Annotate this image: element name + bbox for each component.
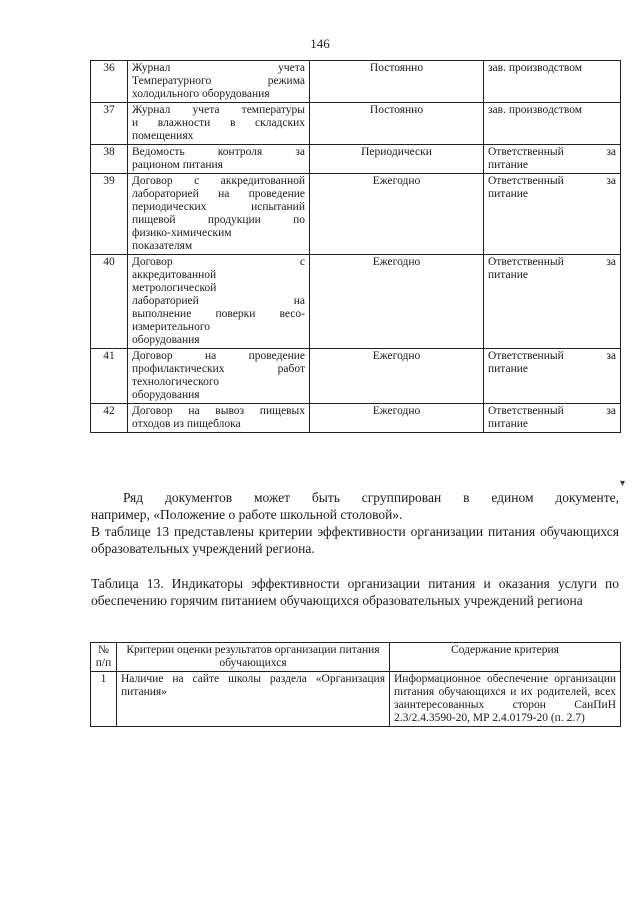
document-name-line: Температурного режима <box>132 75 305 87</box>
header-content: Содержание критерия <box>390 643 621 672</box>
table13-caption: Таблица 13. Индикаторы эффективности организации питания и оказания услуги по обеспечению горячим питанием обучающихся образовательных учреждений региона <box>91 576 619 608</box>
header-criteria: Критерии оценки результатов организации питания обучающихся <box>117 643 390 672</box>
responsible-line: Ответственный за <box>488 405 616 417</box>
document-name-line: помещениях <box>132 130 194 142</box>
document-name <box>128 61 310 103</box>
document-name-line: Договор с <box>132 256 305 268</box>
row-number: 37 <box>91 103 128 145</box>
criteria-text: Наличие на сайте школы раздела «Организация питания» <box>117 672 390 727</box>
frequency: Ежегодно <box>310 349 484 404</box>
paragraph-grouping-line1: Ряд документов может быть сгруппирован в едином документе, <box>123 490 619 505</box>
frequency: Постоянно <box>310 103 484 145</box>
document-name <box>128 174 310 255</box>
responsible-line: Ответственный за <box>488 146 616 158</box>
responsible <box>484 145 621 174</box>
page-number: 146 <box>310 36 330 51</box>
document-name-line: оборудования <box>132 334 200 346</box>
document-name-line: Ведомость контроля за <box>132 146 305 158</box>
document-name-line: выполнение поверки весо- <box>132 308 305 320</box>
scan-mark: ▾ <box>620 478 626 489</box>
row-number: 40 <box>91 255 128 349</box>
frequency: Постоянно <box>310 61 484 103</box>
responsible <box>484 61 621 103</box>
document-name-line: профилактических работ <box>132 363 305 375</box>
document-name-line: Договор с аккредитованной <box>132 175 305 187</box>
responsible-line: Ответственный за <box>488 256 616 268</box>
responsible <box>484 255 621 349</box>
responsible-line: питание <box>488 269 528 281</box>
responsible <box>484 349 621 404</box>
document-name-line: отходов из пищеблока <box>132 418 241 430</box>
document-name-line: холодильного оборудования <box>132 88 270 100</box>
document-name-line: рационом питания <box>132 159 223 171</box>
document-name-line: и влажности в складских <box>132 117 305 129</box>
document-name-line: оборудования <box>132 389 200 401</box>
paragraph-table13-intro: В таблице 13 представлены критерии эффективности организации питания обучающихся образовательных учреждений региона. <box>91 524 619 556</box>
table-row <box>91 174 621 255</box>
document-name-line: аккредитованной <box>132 269 217 281</box>
paragraph-grouping <box>91 489 619 523</box>
table-row <box>91 103 621 145</box>
row-number: 39 <box>91 174 128 255</box>
frequency: Ежегодно <box>310 255 484 349</box>
criteria-content: Информационное обеспечение организации питания обучающихся и их родителей, всех заинтересованных сторон СанПиН 2.3/2.4.3590-20, МР 2.4.0179-20 (п. 2.7) <box>390 672 621 727</box>
document-name <box>128 145 310 174</box>
paragraph-grouping-line2: например, «Положение о работе школьной столовой». <box>91 507 403 522</box>
table-row <box>91 61 621 103</box>
frequency: Ежегодно <box>310 404 484 433</box>
frequency: Периодически <box>310 145 484 174</box>
document-name-line: Журнал учета температуры <box>132 104 305 116</box>
document-name-line: лабораторией на <box>132 295 305 307</box>
document-name-line: технологического <box>132 376 220 388</box>
document-name <box>128 255 310 349</box>
responsible-line: Ответственный за <box>488 350 616 362</box>
document-name-line: Договор на вывоз пищевых <box>132 405 305 417</box>
responsible-line: Ответственный за <box>488 175 616 187</box>
row-number: 1 <box>91 672 117 727</box>
document-name-line: лабораторией на проведение <box>132 188 305 200</box>
frequency: Ежегодно <box>310 174 484 255</box>
document-name-line: периодических испытаний <box>132 201 305 213</box>
efficiency-table-header <box>91 643 621 672</box>
document-name-line: пищевой продукции по <box>132 214 305 226</box>
documents-table <box>90 60 621 433</box>
document-name-line: Договор на проведение <box>132 350 305 362</box>
table-row <box>91 672 621 727</box>
document-name <box>128 404 310 433</box>
responsible <box>484 174 621 255</box>
document-name-line: показателям <box>132 240 193 252</box>
document-name-line: измерительного <box>132 321 211 333</box>
responsible-line: питание <box>488 159 528 171</box>
document-name-line: метрологической <box>132 282 217 294</box>
responsible-line: питание <box>488 188 528 200</box>
row-number: 38 <box>91 145 128 174</box>
table-row <box>91 255 621 349</box>
document-name <box>128 103 310 145</box>
responsible-line: питание <box>488 418 528 430</box>
responsible-line: зав. производством <box>488 62 583 74</box>
responsible-line: питание <box>488 363 528 375</box>
document-name-line: физико-химическим <box>132 227 232 239</box>
row-number: 42 <box>91 404 128 433</box>
document-name-line: Журнал учета <box>132 62 305 74</box>
responsible <box>484 103 621 145</box>
responsible-line: зав. производством <box>488 104 583 116</box>
table-row <box>91 349 621 404</box>
header-num: № п/п <box>91 643 117 672</box>
efficiency-table <box>90 642 621 727</box>
table-row <box>91 404 621 433</box>
responsible <box>484 404 621 433</box>
row-number: 36 <box>91 61 128 103</box>
table-row <box>91 145 621 174</box>
document-name <box>128 349 310 404</box>
row-number: 41 <box>91 349 128 404</box>
